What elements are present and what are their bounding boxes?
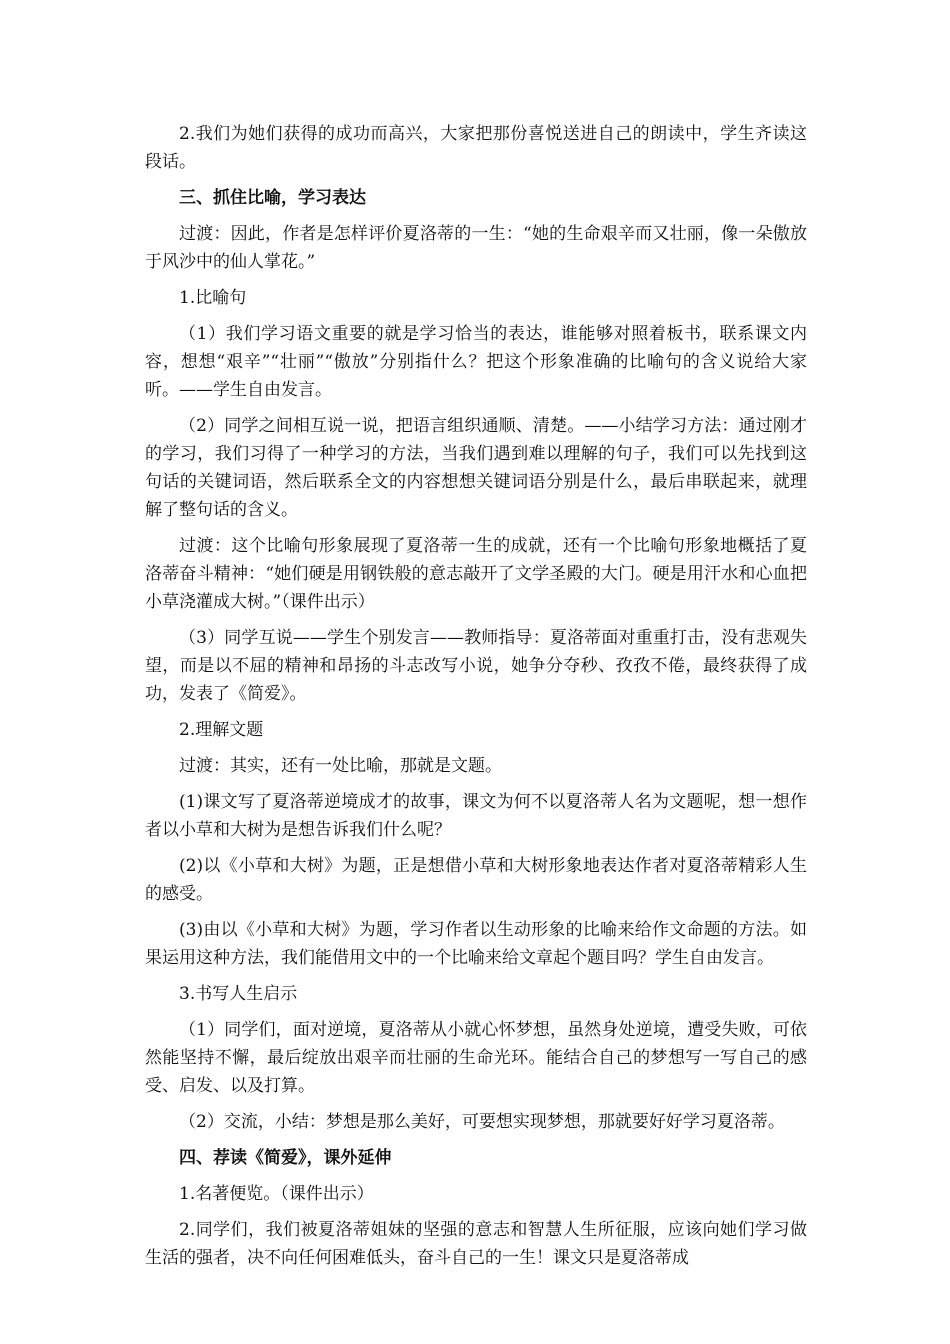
paragraph-life-1: （1）同学们，面对逆境，夏洛蒂从小就心怀梦想，虽然身处逆境，遭受失败，可依然能坚持不懈，最后绽放出艰辛而壮丽的生命光环。能结合自己的梦想写一写自己的感受、启发、以及打算。 (145, 1020, 807, 1096)
section-heading-3: 三、抓住比喻，学习表达 (179, 188, 366, 208)
paragraph-recommend-2: 2.同学们，我们被夏洛蒂姐妹的坚强的意志和智慧人生所征服，应该向她们学习做生活的强者，决不向任何困难低头，奋斗自己的一生！课文只是夏洛蒂成 (145, 1220, 807, 1268)
paragraph-transition-3: 过渡：其实，还有一处比喻，那就是文题。 (179, 756, 502, 776)
paragraph-item-3: （3）同学互说——学生个别发言——教师指导：夏洛蒂面对重重打击，没有悲观失望，而是以不屈的精神和昂扬的斗志改写小说，她争分夺秒、孜孜不倦，最终获得了成功，发表了《简爱》。 (145, 628, 807, 704)
paragraph-1: 2.我们为她们获得的成功而高兴，大家把那份喜悦送进自己的朗读中，学生齐读这段话。 (145, 124, 807, 172)
subheading-metaphor: 1.比喻句 (179, 288, 247, 308)
paragraph-life-2: （2）交流，小结：梦想是那么美好，可要想实现梦想，那就要好好学习夏洛蒂。 (179, 1112, 785, 1132)
paragraph-title-2: (2)以《小草和大树》为题，正是想借小草和大树形象地表达作者对夏洛蒂精彩人生的感受。 (145, 856, 807, 904)
paragraph-title-3: (3)由以《小草和大树》为题，学习作者以生动形象的比喻来给作文命题的方法。如果运用这种方法，我们能借用文中的一个比喻来给文章起个题目吗？学生自由发言。 (145, 920, 807, 968)
subheading-title: 2.理解文题 (179, 720, 264, 740)
paragraph-item-1: （1）我们学习语文重要的就是学习恰当的表达，谁能够对照着板书，联系课文内容，想想“艰辛”“壮丽”“傲放”分别指什么？把这个形象准确的比喻句的含义说给大家听。——学生自由发言。 (145, 324, 807, 400)
paragraph-item-2: （2）同学之间相互说一说，把语言组织通顺、清楚。——小结学习方法：通过刚才的学习，我们习得了一种学习的方法，当我们遇到难以理解的句子，我们可以先找到这句话的关键词语，然后联系全文的内容想想关键词语分别是什么，最后串联起来，就理解了整句话的含义。 (145, 416, 807, 520)
document-page (145, 120, 807, 1280)
paragraph-title-1: (1)课文写了夏洛蒂逆境成才的故事，课文为何不以夏洛蒂人名为文题呢，想一想作者以小草和大树为是想告诉我们什么呢？ (145, 792, 807, 840)
paragraph-recommend-1: 1.名著便览。（课件出示） (179, 1184, 374, 1204)
subheading-life: 3.书写人生启示 (179, 984, 298, 1004)
paragraph-transition-2: 过渡：这个比喻句形象展现了夏洛蒂一生的成就，还有一个比喻句形象地概括了夏洛蒂奋斗精神：“她们硬是用钢铁般的意志敲开了文学圣殿的大门。硬是用汗水和心血把小草浇灌成大树。”（课件出示） (145, 536, 807, 612)
section-heading-4: 四、荐读《简爱》，课外延伸 (179, 1148, 392, 1168)
paragraph-transition-1: 过渡：因此，作者是怎样评价夏洛蒂的一生：“她的生命艰辛而又壮丽，像一朵傲放于风沙中的仙人掌花。” (145, 224, 807, 272)
